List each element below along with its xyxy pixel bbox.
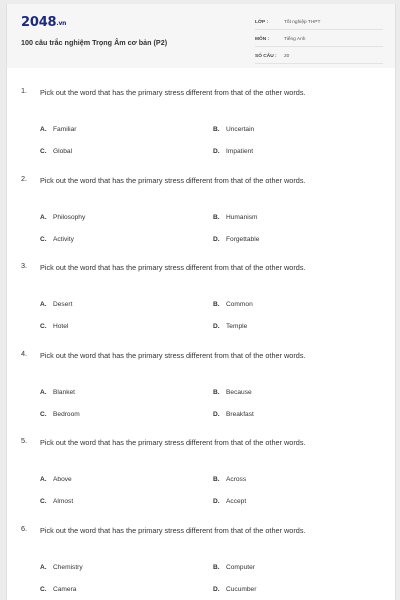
option-text: Impatient: [226, 148, 254, 155]
option-text: Activity: [53, 235, 74, 243]
meta-row-subject: [255, 33, 383, 47]
option-text: Across: [226, 476, 247, 484]
option-a[interactable]: [40, 476, 72, 483]
option-letter: D.: [213, 235, 220, 243]
option-letter: B.: [213, 213, 220, 221]
option-d[interactable]: [213, 323, 247, 330]
option-text: Humanism: [226, 213, 258, 221]
option-text: Uncertain: [226, 126, 255, 133]
question-text: Pick out the word that has the primary stress different from that of the other words.: [40, 438, 306, 448]
option-text: Familiar: [53, 126, 77, 133]
option-text: Chemistry: [53, 563, 83, 571]
option-letter: B.: [213, 126, 220, 133]
option-b[interactable]: [213, 564, 255, 571]
option-c[interactable]: [40, 498, 73, 505]
option-d[interactable]: [213, 148, 253, 155]
site-logo[interactable]: [21, 15, 66, 30]
option-text: Blanket: [53, 388, 75, 396]
option-a[interactable]: [40, 301, 72, 308]
question-number: 2.: [21, 173, 28, 183]
option-text: Above: [53, 476, 72, 484]
option-text: Cucumber: [226, 585, 257, 593]
option-letter: B.: [213, 476, 220, 484]
option-b[interactable]: [213, 389, 252, 396]
option-letter: A.: [40, 388, 47, 396]
document-title: 100 câu trắc nghiệm Trọng Âm cơ bản (P2): [21, 38, 168, 47]
option-letter: A.: [40, 213, 47, 221]
option-text: Bedroom: [53, 410, 80, 418]
option-letter: C.: [40, 498, 47, 506]
option-letter: A.: [40, 476, 47, 484]
question-item: [7, 430, 395, 518]
option-text: Hotel: [53, 323, 69, 331]
question-item: [7, 255, 395, 343]
question-item: [7, 518, 395, 600]
option-letter: B.: [213, 388, 220, 396]
question-item: [7, 168, 395, 256]
worksheet: [6, 4, 396, 600]
question-number: 4.: [21, 348, 28, 358]
option-text: Temple: [226, 323, 248, 331]
option-b[interactable]: [213, 214, 258, 221]
option-letter: C.: [40, 148, 47, 155]
question-number: 6.: [21, 523, 28, 533]
option-c[interactable]: [40, 323, 68, 330]
option-text: Desert: [53, 301, 73, 309]
option-text: Global: [53, 148, 73, 155]
meta-value: Tốt nghiệp THPT: [284, 20, 321, 25]
option-text: Accept: [226, 498, 247, 506]
option-a[interactable]: [40, 126, 76, 133]
question-text: Pick out the word that has the primary stress different from that of the other words.: [40, 525, 306, 535]
logo-suffix: .vn: [56, 20, 67, 27]
question-list: [7, 80, 395, 600]
meta-key: SỐ CÂU :: [255, 54, 277, 59]
question-number: 1.: [21, 86, 28, 95]
question-number: 5.: [21, 436, 28, 446]
option-b[interactable]: [213, 476, 246, 483]
meta-value: Tiếng Anh: [284, 37, 306, 42]
option-letter: D.: [213, 148, 220, 155]
option-c[interactable]: [40, 148, 72, 155]
option-b[interactable]: [213, 126, 254, 133]
logo-text: 2048: [21, 15, 57, 30]
meta-row-class: [255, 16, 383, 30]
option-letter: D.: [213, 585, 220, 593]
question-number: 3.: [21, 261, 28, 271]
option-letter: C.: [40, 585, 47, 593]
question-item: [7, 343, 395, 431]
option-letter: A.: [40, 301, 47, 309]
option-c[interactable]: [40, 411, 80, 418]
option-letter: B.: [213, 301, 220, 309]
option-d[interactable]: [213, 586, 256, 593]
question-text: Pick out the word that has the primary stress different from that of the other words.: [40, 175, 306, 185]
option-d[interactable]: [213, 498, 246, 505]
option-letter: D.: [213, 410, 220, 418]
option-text: Breakfast: [226, 410, 254, 418]
option-a[interactable]: [40, 389, 75, 396]
meta-row-count: [255, 50, 383, 64]
option-letter: C.: [40, 410, 47, 418]
question-text: Pick out the word that has the primary stress different from that of the other words.: [40, 88, 306, 97]
option-d[interactable]: [213, 411, 254, 418]
option-letter: D.: [213, 498, 220, 506]
option-letter: C.: [40, 323, 47, 331]
question-text: Pick out the word that has the primary stress different from that of the other words.: [40, 350, 306, 360]
question-item: [7, 80, 395, 168]
option-text: Because: [226, 388, 252, 396]
option-a[interactable]: [40, 564, 83, 571]
option-c[interactable]: [40, 586, 76, 593]
option-text: Philosophy: [53, 213, 86, 221]
meta-value: 20: [284, 54, 290, 59]
option-letter: C.: [40, 235, 47, 243]
option-a[interactable]: [40, 214, 85, 221]
option-text: Camera: [53, 585, 77, 593]
option-d[interactable]: [213, 236, 259, 243]
option-text: Common: [226, 301, 253, 309]
option-text: Computer: [226, 563, 255, 571]
option-letter: D.: [213, 323, 220, 331]
option-letter: A.: [40, 563, 47, 571]
option-letter: A.: [40, 126, 47, 133]
meta-info: [255, 16, 383, 67]
option-text: Almost: [53, 498, 74, 506]
question-text: Pick out the word that has the primary stress different from that of the other words.: [40, 263, 306, 273]
option-b[interactable]: [213, 301, 253, 308]
worksheet-header: [7, 4, 395, 68]
option-text: Forgettable: [226, 235, 260, 243]
meta-key: MÔN :: [255, 37, 270, 42]
option-c[interactable]: [40, 236, 74, 243]
meta-key: LỚP :: [255, 20, 269, 25]
option-letter: B.: [213, 563, 220, 571]
